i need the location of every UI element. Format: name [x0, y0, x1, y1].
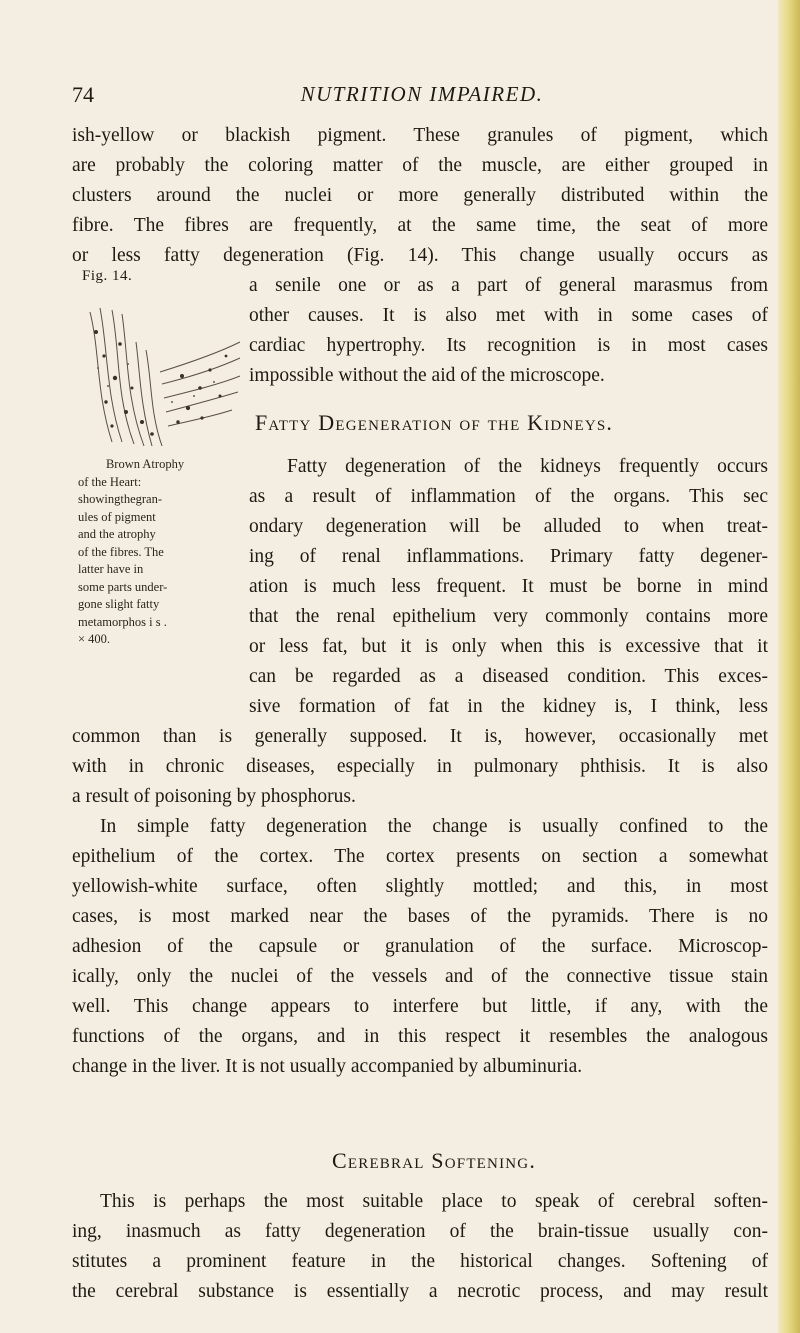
text-line: impossible without the aid of the microscope. [249, 365, 605, 386]
section-heading-kidneys: Fatty Degeneration of the Kidneys. [255, 410, 614, 435]
text-line: or less fatty degeneration (Fig. 14). This change usually occurs as [72, 245, 768, 266]
text-line: functions of the organs, and in this respect it resembles the analogous [72, 1026, 768, 1047]
caption-line: of the Heart: [78, 474, 142, 489]
text-line: that the renal epithelium very commonly contains more [249, 606, 768, 627]
caption-line: and the atrophy [78, 527, 156, 541]
caption-line: latter have in [78, 562, 144, 576]
text-line: the cerebral substance is essentially a necrotic process, and may result [72, 1281, 768, 1302]
text-line: or less fat, but it is only when this is excessive that it [249, 636, 768, 657]
text-line: stitutes a prominent feature in the historical changes. Softening of [72, 1251, 768, 1272]
caption-line: Brown Atrophy [105, 457, 185, 471]
page-edge [778, 0, 800, 1333]
text-line: ically, only the nuclei of the vessels and of the connective tissue stain [72, 966, 768, 987]
running-title: NUTRITION IMPAIRED. [300, 82, 544, 106]
caption-line: showingthegran- [78, 492, 163, 506]
text-line: Fatty degeneration of the kidneys frequently occurs [287, 456, 768, 477]
caption-line: of the fibres. The [78, 544, 164, 559]
caption-line: ules of pigment [78, 509, 156, 524]
text-line: yellowish-white surface, often slightly mottled; and this, in most [72, 876, 768, 897]
text-line: are probably the coloring matter of the muscle, are either grouped in [72, 155, 768, 176]
text-line: ing, inasmuch as fatty degeneration of the brain-tissue usually con- [72, 1221, 768, 1242]
text-line: a senile one or as a part of general marasmus from [249, 275, 768, 296]
text-line: fibre. The fibres are frequently, at the same time, the seat of more [72, 215, 768, 236]
text-line: In simple fatty degeneration the change is usually confined to the [100, 816, 768, 837]
caption-line: × 400. [78, 632, 111, 646]
text-line: change in the liver. It is not usually accompanied by albuminuria. [72, 1056, 583, 1077]
text-line: ation is much less frequent. It must be borne in mind [249, 576, 768, 597]
text-line: This is perhaps the most suitable place to speak of cerebral soften- [100, 1191, 768, 1212]
figure-illustration [82, 292, 242, 450]
page-number: 74 [72, 82, 94, 107]
figure-label: Fig. 14. [82, 268, 133, 284]
text-line: sive formation of fat in the kidney is, I think, less [249, 696, 768, 717]
section-heading-cerebral: Cerebral Softening. [332, 1148, 537, 1173]
page-header [72, 82, 772, 112]
text-line: epithelium of the cortex. The cortex presents on section a somewhat [72, 846, 768, 867]
text-line: cardiac hypertrophy. Its recognition is in most cases [249, 335, 768, 356]
text-line: as a result of inflammation of the organs. This sec [249, 486, 768, 507]
text-line: with in chronic diseases, especially in pulmonary phthisis. It is also [72, 756, 768, 777]
text-line: adhesion of the capsule or granulation of the surface. Microscop- [72, 936, 768, 957]
text-line: common than is generally supposed. It is, however, occasionally met [72, 726, 768, 747]
text-line: can be regarded as a diseased condition. This exces- [249, 666, 768, 687]
caption-line: gone slight fatty [78, 597, 160, 611]
caption-line: some parts under- [78, 579, 168, 594]
text-line: a result of poisoning by phosphorus. [72, 786, 356, 807]
caption-line: metamorphos i s . [78, 614, 167, 629]
text-line: ing of renal inflammations. Primary fatty degener- [249, 546, 768, 567]
text-line: well. This change appears to interfere but little, if any, with the [72, 996, 768, 1017]
text-line: clusters around the nuclei or more generally distributed within the [72, 185, 768, 206]
text-line: ish-yellow or blackish pigment. These granules of pigment, which [72, 125, 768, 146]
text-line: other causes. It is also met with in some cases of [249, 305, 768, 326]
text-line: cases, is most marked near the bases of the pyramids. There is no [72, 906, 768, 927]
text-line: ondary degeneration will be alluded to when treat- [249, 516, 768, 537]
